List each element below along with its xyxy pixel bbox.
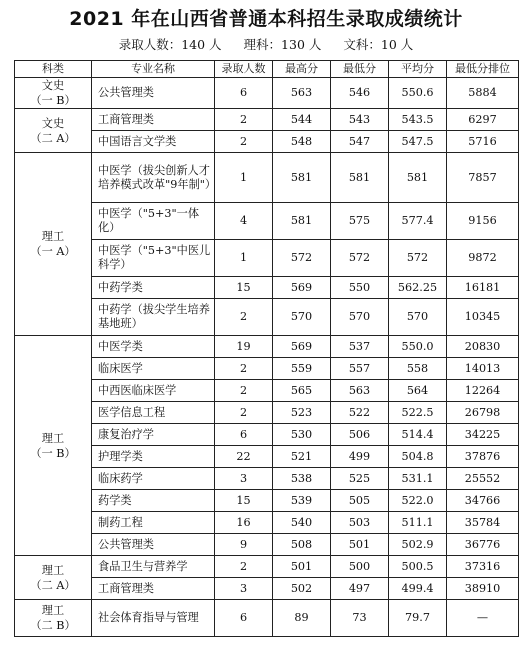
count-cell: 6 bbox=[215, 600, 273, 637]
count-cell: 1 bbox=[215, 240, 273, 277]
category-cell bbox=[15, 78, 92, 109]
category-cell bbox=[15, 600, 92, 637]
avg-score-cell: 562.25 bbox=[389, 277, 447, 299]
category-label: （二 B） bbox=[30, 619, 76, 632]
count-cell: 2 bbox=[215, 299, 273, 336]
table-row bbox=[15, 600, 519, 637]
count-cell: 2 bbox=[215, 358, 273, 380]
min-rank-cell: 6297 bbox=[447, 109, 519, 131]
major-cell: 公共管理类 bbox=[92, 78, 215, 109]
min-rank-cell: 35784 bbox=[447, 512, 519, 534]
major-cell: 中医学类 bbox=[92, 336, 215, 358]
max-score-cell: 530 bbox=[273, 424, 331, 446]
avg-score-cell: 547.5 bbox=[389, 131, 447, 153]
avg-score-cell: 79.7 bbox=[389, 600, 447, 637]
avg-score-cell: 543.5 bbox=[389, 109, 447, 131]
major-cell: 中国语言文学类 bbox=[92, 131, 215, 153]
min-score-cell: 575 bbox=[331, 203, 389, 240]
table-row bbox=[15, 336, 519, 358]
category-label: （一 B） bbox=[30, 446, 76, 460]
min-rank-cell: 37316 bbox=[447, 556, 519, 578]
max-score-cell: 508 bbox=[273, 534, 331, 556]
min-score-cell: 557 bbox=[331, 358, 389, 380]
count-cell: 6 bbox=[215, 78, 273, 109]
max-score-cell: 502 bbox=[273, 578, 331, 600]
count-cell: 9 bbox=[215, 534, 273, 556]
major-cell: 护理学类 bbox=[92, 446, 215, 468]
table-row bbox=[15, 78, 519, 109]
min-score-cell: 543 bbox=[331, 109, 389, 131]
header-count: 录取人数 bbox=[215, 61, 273, 78]
count-cell: 2 bbox=[215, 109, 273, 131]
category-label: （一 B） bbox=[30, 94, 76, 107]
count-cell: 6 bbox=[215, 424, 273, 446]
min-rank-cell: 5716 bbox=[447, 131, 519, 153]
major-cell: 中药学（拔尖学生培养基地班） bbox=[92, 299, 215, 336]
page-title: 2021 年在山西省普通本科招生录取成绩统计 bbox=[69, 8, 463, 30]
min-score-cell: 581 bbox=[331, 153, 389, 203]
header-category: 科类 bbox=[15, 61, 92, 78]
min-rank-cell: — bbox=[447, 600, 519, 637]
major-cell: 中药学类 bbox=[92, 277, 215, 299]
major-cell: 食品卫生与营养学 bbox=[92, 556, 215, 578]
avg-score-cell: 581 bbox=[389, 153, 447, 203]
min-score-cell: 570 bbox=[331, 299, 389, 336]
category-cell bbox=[15, 153, 92, 336]
max-score-cell: 581 bbox=[273, 153, 331, 203]
table-row bbox=[15, 556, 519, 578]
arts-enrolled: 文科：10 人 bbox=[343, 37, 414, 52]
min-rank-cell: 34766 bbox=[447, 490, 519, 512]
max-score-cell: 572 bbox=[273, 240, 331, 277]
min-score-cell: 537 bbox=[331, 336, 389, 358]
avg-score-cell: 572 bbox=[389, 240, 447, 277]
min-rank-cell: 7857 bbox=[447, 153, 519, 203]
category-label: 文史 bbox=[41, 116, 65, 130]
min-score-cell: 505 bbox=[331, 490, 389, 512]
admission-score-table bbox=[14, 60, 519, 637]
min-rank-cell: 34225 bbox=[447, 424, 519, 446]
min-rank-cell: 37876 bbox=[447, 446, 519, 468]
major-cell: 医学信息工程 bbox=[92, 402, 215, 424]
avg-score-cell: 522.0 bbox=[389, 490, 447, 512]
min-rank-cell: 5884 bbox=[447, 78, 519, 109]
avg-score-cell: 577.4 bbox=[389, 203, 447, 240]
major-cell: 工商管理类 bbox=[92, 578, 215, 600]
max-score-cell: 548 bbox=[273, 131, 331, 153]
category-cell bbox=[15, 109, 92, 153]
table-row bbox=[15, 153, 519, 203]
min-rank-cell: 26798 bbox=[447, 402, 519, 424]
min-score-cell: 572 bbox=[331, 240, 389, 277]
min-rank-cell: 9156 bbox=[447, 203, 519, 240]
count-cell: 4 bbox=[215, 203, 273, 240]
major-cell: 临床药学 bbox=[92, 468, 215, 490]
category-label: （二 A） bbox=[30, 578, 76, 592]
min-rank-cell: 20830 bbox=[447, 336, 519, 358]
major-cell: 中西医临床医学 bbox=[92, 380, 215, 402]
max-score-cell: 539 bbox=[273, 490, 331, 512]
category-label: （二 A） bbox=[30, 131, 76, 145]
count-cell: 3 bbox=[215, 468, 273, 490]
max-score-cell: 540 bbox=[273, 512, 331, 534]
table-body bbox=[15, 78, 519, 637]
min-score-cell: 546 bbox=[331, 78, 389, 109]
count-cell: 15 bbox=[215, 490, 273, 512]
count-cell: 22 bbox=[215, 446, 273, 468]
major-cell: 社会体育指导与管理 bbox=[92, 600, 215, 637]
min-score-cell: 506 bbox=[331, 424, 389, 446]
min-score-cell: 550 bbox=[331, 277, 389, 299]
max-score-cell: 581 bbox=[273, 203, 331, 240]
max-score-cell: 569 bbox=[273, 277, 331, 299]
major-cell: 公共管理类 bbox=[92, 534, 215, 556]
avg-score-cell: 550.6 bbox=[389, 78, 447, 109]
table-header-row bbox=[15, 61, 519, 78]
avg-score-cell: 499.4 bbox=[389, 578, 447, 600]
min-score-cell: 497 bbox=[331, 578, 389, 600]
avg-score-cell: 558 bbox=[389, 358, 447, 380]
total-enrolled: 录取人数：140 人 bbox=[118, 37, 222, 52]
count-cell: 2 bbox=[215, 131, 273, 153]
max-score-cell: 559 bbox=[273, 358, 331, 380]
max-score-cell: 523 bbox=[273, 402, 331, 424]
avg-score-cell: 500.5 bbox=[389, 556, 447, 578]
min-rank-cell: 25552 bbox=[447, 468, 519, 490]
max-score-cell: 89 bbox=[273, 600, 331, 637]
count-cell: 1 bbox=[215, 153, 273, 203]
min-rank-cell: 10345 bbox=[447, 299, 519, 336]
science-enrolled: 理科：130 人 bbox=[243, 37, 322, 52]
avg-score-cell: 522.5 bbox=[389, 402, 447, 424]
max-score-cell: 565 bbox=[273, 380, 331, 402]
major-cell: 工商管理类 bbox=[92, 109, 215, 131]
avg-score-cell: 564 bbox=[389, 380, 447, 402]
min-rank-cell: 16181 bbox=[447, 277, 519, 299]
count-cell: 3 bbox=[215, 578, 273, 600]
table-row bbox=[15, 109, 519, 131]
avg-score-cell: 570 bbox=[389, 299, 447, 336]
min-score-cell: 547 bbox=[331, 131, 389, 153]
min-rank-cell: 9872 bbox=[447, 240, 519, 277]
avg-score-cell: 504.8 bbox=[389, 446, 447, 468]
max-score-cell: 563 bbox=[273, 78, 331, 109]
header-avg-score: 平均分 bbox=[389, 61, 447, 78]
avg-score-cell: 550.0 bbox=[389, 336, 447, 358]
category-label: 理工 bbox=[41, 604, 65, 617]
category-label: 理工 bbox=[41, 563, 65, 577]
major-cell: 制药工程 bbox=[92, 512, 215, 534]
header-max-score: 最高分 bbox=[273, 61, 331, 78]
min-score-cell: 73 bbox=[331, 600, 389, 637]
min-rank-cell: 14013 bbox=[447, 358, 519, 380]
max-score-cell: 521 bbox=[273, 446, 331, 468]
min-rank-cell: 36776 bbox=[447, 534, 519, 556]
count-cell: 15 bbox=[215, 277, 273, 299]
min-rank-cell: 12264 bbox=[447, 380, 519, 402]
major-cell: 康复治疗学 bbox=[92, 424, 215, 446]
max-score-cell: 538 bbox=[273, 468, 331, 490]
max-score-cell: 569 bbox=[273, 336, 331, 358]
major-cell: 临床医学 bbox=[92, 358, 215, 380]
major-cell: 中医学（拔尖创新人才培养模式改革"9年制"） bbox=[92, 153, 215, 203]
major-cell: 中医学（"5+3"中医儿科学） bbox=[92, 240, 215, 277]
min-score-cell: 501 bbox=[331, 534, 389, 556]
major-cell: 药学类 bbox=[92, 490, 215, 512]
count-cell: 2 bbox=[215, 556, 273, 578]
min-score-cell: 525 bbox=[331, 468, 389, 490]
count-cell: 2 bbox=[215, 402, 273, 424]
category-cell bbox=[15, 336, 92, 556]
header-min-rank: 最低分排位 bbox=[447, 61, 519, 78]
avg-score-cell: 514.4 bbox=[389, 424, 447, 446]
avg-score-cell: 502.9 bbox=[389, 534, 447, 556]
category-label: 理工 bbox=[41, 431, 65, 445]
header-min-score: 最低分 bbox=[331, 61, 389, 78]
max-score-cell: 544 bbox=[273, 109, 331, 131]
count-cell: 16 bbox=[215, 512, 273, 534]
min-score-cell: 503 bbox=[331, 512, 389, 534]
max-score-cell: 570 bbox=[273, 299, 331, 336]
avg-score-cell: 511.1 bbox=[389, 512, 447, 534]
min-score-cell: 500 bbox=[331, 556, 389, 578]
min-rank-cell: 38910 bbox=[447, 578, 519, 600]
max-score-cell: 501 bbox=[273, 556, 331, 578]
min-score-cell: 499 bbox=[331, 446, 389, 468]
min-score-cell: 522 bbox=[331, 402, 389, 424]
major-cell: 中医学（"5+3"一体化） bbox=[92, 203, 215, 240]
category-label: 理工 bbox=[41, 230, 65, 243]
avg-score-cell: 531.1 bbox=[389, 468, 447, 490]
min-score-cell: 563 bbox=[331, 380, 389, 402]
count-cell: 19 bbox=[215, 336, 273, 358]
count-cell: 2 bbox=[215, 380, 273, 402]
enrollment-summary bbox=[14, 36, 518, 54]
header-major: 专业名称 bbox=[92, 61, 215, 78]
category-cell bbox=[15, 556, 92, 600]
category-label: 文史 bbox=[41, 79, 65, 92]
category-label: （一 A） bbox=[30, 245, 76, 258]
